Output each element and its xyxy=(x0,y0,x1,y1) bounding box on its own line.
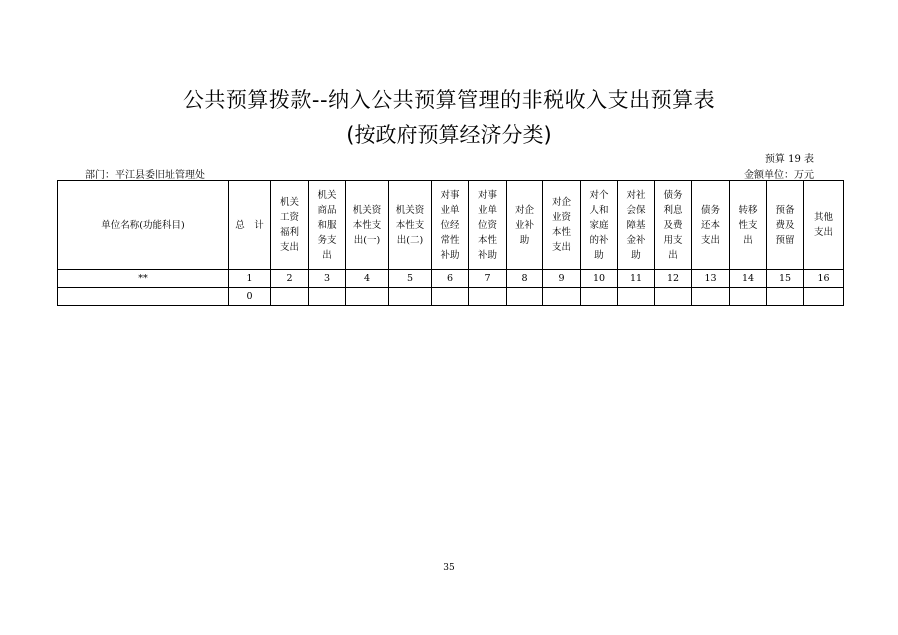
column-header-line: 和服 xyxy=(317,219,337,231)
column-header-line: 费及 xyxy=(775,219,795,231)
column-header-line: 位资 xyxy=(477,219,497,231)
column-header-line: 本性 xyxy=(551,227,571,238)
table-cell xyxy=(804,288,844,306)
column-header-line: 本性支 xyxy=(395,219,425,231)
column-number-cell: 15 xyxy=(767,270,804,288)
column-header xyxy=(346,181,389,270)
column-header-line: 转移 xyxy=(738,204,758,216)
column-header-line: 补助 xyxy=(477,249,497,261)
column-number-cell: 2 xyxy=(271,270,309,288)
table-cell xyxy=(618,288,655,306)
column-header-line: 助 xyxy=(594,249,604,261)
column-header-line: 对社 xyxy=(626,189,646,201)
column-header-line: 人和 xyxy=(589,204,609,216)
column-header xyxy=(389,181,432,270)
column-header-line: 总 计 xyxy=(235,219,264,231)
column-header-line: 出 xyxy=(322,249,332,261)
column-header-line: 利息 xyxy=(663,204,683,216)
table-cell xyxy=(507,288,543,306)
column-number-row xyxy=(58,270,844,288)
column-header xyxy=(767,181,804,270)
table-cell xyxy=(469,288,507,306)
column-number-cell: 3 xyxy=(309,270,346,288)
column-number-cell: 11 xyxy=(618,270,655,288)
column-header-line: 障基 xyxy=(626,219,646,231)
column-header xyxy=(543,181,581,270)
column-header-line: 及费 xyxy=(663,219,683,231)
table-cell xyxy=(655,288,692,306)
column-header-line: 商品 xyxy=(317,204,337,216)
column-number-cell: 6 xyxy=(432,270,469,288)
column-header-line: 务支 xyxy=(317,234,337,246)
column-number-cell: 7 xyxy=(469,270,507,288)
column-header-line: 出 xyxy=(668,249,678,261)
column-header-line: 对个 xyxy=(589,189,609,201)
column-number-cell: 8 xyxy=(507,270,543,288)
column-header-line: 性支 xyxy=(738,219,758,231)
table-cell xyxy=(730,288,767,306)
column-number-cell: 9 xyxy=(543,270,581,288)
column-header xyxy=(469,181,507,270)
column-header-line: 还本 xyxy=(700,219,720,231)
column-header-line: 对事 xyxy=(477,189,497,201)
column-header-line: 预留 xyxy=(775,234,795,246)
budget-table xyxy=(57,180,844,306)
column-number-cell: 14 xyxy=(730,270,767,288)
column-header-line: 债务 xyxy=(663,189,683,201)
column-header-line: 债务 xyxy=(700,204,720,216)
column-header-line: 出(二) xyxy=(396,234,424,246)
column-header-line: 业单 xyxy=(477,204,497,216)
column-header xyxy=(229,181,271,270)
table-cell xyxy=(692,288,730,306)
column-header-line: 对企 xyxy=(551,197,571,208)
column-header-line: 补助 xyxy=(440,249,460,261)
column-header-line: 业资 xyxy=(551,212,571,223)
column-header-line: 会保 xyxy=(626,204,646,216)
table-cell xyxy=(581,288,618,306)
column-header xyxy=(58,181,229,270)
column-number-cell: 12 xyxy=(655,270,692,288)
column-header-line: 出(一) xyxy=(353,234,381,246)
table-cell xyxy=(309,288,346,306)
form-number: 预算 19 表 xyxy=(764,154,814,165)
table-cell xyxy=(271,288,309,306)
column-header xyxy=(618,181,655,270)
table-cell xyxy=(389,288,432,306)
column-header-line: 助 xyxy=(631,249,641,261)
column-header-line: 用支 xyxy=(663,234,683,246)
column-header-line: 家庭 xyxy=(589,219,609,231)
column-header-line: 机关 xyxy=(279,197,299,208)
column-header-line: 业单 xyxy=(440,204,460,216)
column-number-cell: 13 xyxy=(692,270,730,288)
column-header-line: 工资 xyxy=(279,212,299,223)
column-header xyxy=(309,181,346,270)
column-number-cell: 10 xyxy=(581,270,618,288)
table-cell xyxy=(58,288,229,306)
column-header-line: 机关 xyxy=(317,189,337,201)
column-header xyxy=(432,181,469,270)
table-cell xyxy=(346,288,389,306)
column-number-cell: 5 xyxy=(389,270,432,288)
column-number-cell: ** xyxy=(58,270,229,288)
page-number: 35 xyxy=(443,563,455,573)
column-header-line: 金补 xyxy=(626,234,646,246)
column-header-line: 本性 xyxy=(477,234,497,246)
column-header-line: 单位名称(功能科目) xyxy=(101,219,185,231)
column-header-line: 对事 xyxy=(440,189,460,201)
column-header-line: 对企 xyxy=(514,204,534,216)
column-header-line: 本性支 xyxy=(352,219,382,231)
column-header-line: 的补 xyxy=(589,234,609,246)
column-header-line: 支出 xyxy=(279,242,299,253)
column-header-line: 常性 xyxy=(440,234,460,246)
column-header-line: 业补 xyxy=(514,219,534,231)
page-title: 公共预算拨款--纳入公共预算管理的非税收入支出预算表 xyxy=(182,88,716,112)
amount-unit-label: 金额单位：万元 xyxy=(744,170,814,181)
table-cell: 0 xyxy=(229,288,271,306)
column-header-line: 福利 xyxy=(279,227,299,238)
department-label: 部门：平江县委旧址管理处 xyxy=(85,170,205,181)
column-header-line: 位经 xyxy=(440,219,460,231)
column-header xyxy=(804,181,844,270)
column-header-line: 预备 xyxy=(775,204,795,216)
column-number-cell: 4 xyxy=(346,270,389,288)
column-header xyxy=(271,181,309,270)
column-number-cell: 1 xyxy=(229,270,271,288)
column-header xyxy=(507,181,543,270)
column-header-line: 支出 xyxy=(551,242,571,253)
column-header xyxy=(655,181,692,270)
column-header-line: 其他 xyxy=(813,212,833,223)
table-row xyxy=(58,288,844,306)
column-header xyxy=(581,181,618,270)
column-header-line: 机关资 xyxy=(352,204,382,216)
table-cell xyxy=(767,288,804,306)
column-number-cell: 16 xyxy=(804,270,844,288)
column-header-line: 助 xyxy=(519,234,530,246)
column-header-line: 机关资 xyxy=(395,204,425,216)
header-row xyxy=(58,181,844,270)
table-cell xyxy=(432,288,469,306)
column-header-line: 出 xyxy=(743,234,753,246)
table-cell xyxy=(543,288,581,306)
page-subtitle: (按政府预算经济分类) xyxy=(346,123,552,147)
column-header xyxy=(730,181,767,270)
column-header xyxy=(692,181,730,270)
column-header-line: 支出 xyxy=(700,234,720,246)
column-header-line: 支出 xyxy=(813,227,833,238)
